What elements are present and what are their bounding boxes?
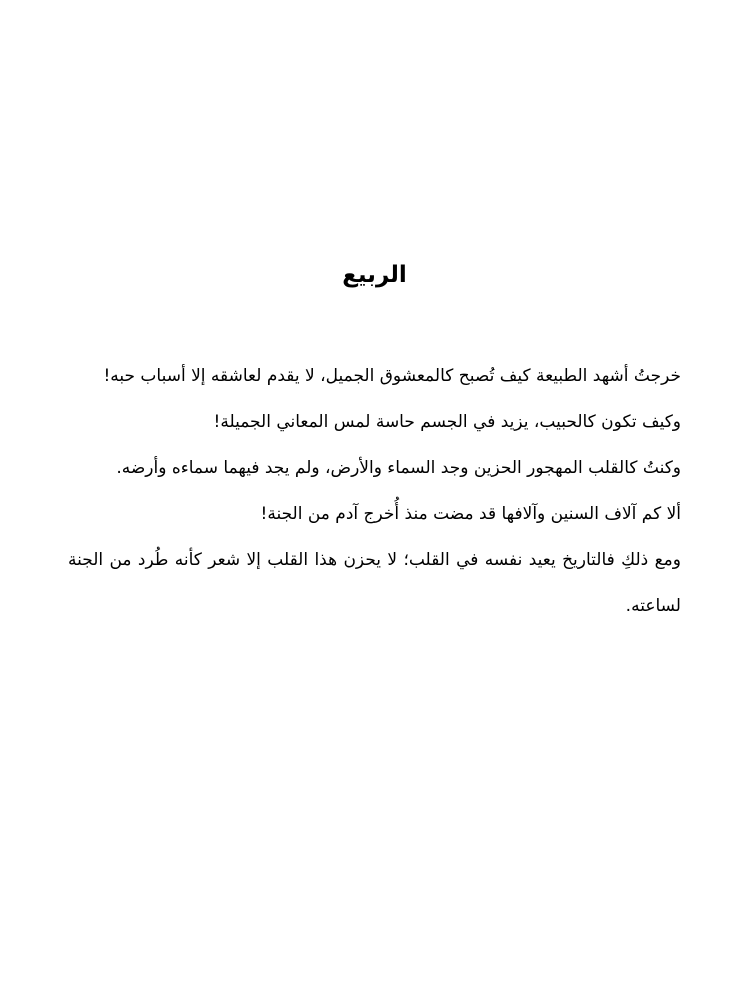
page-title: الربيع bbox=[342, 262, 407, 288]
body-text bbox=[68, 353, 681, 629]
paragraph-4: ألا كم آلاف السنين وآلافها قد مضت منذ أُخرج آدم من الجنة! bbox=[260, 504, 681, 524]
paragraph-1: خرجتُ أشهد الطبيعة كيف تُصبح كالمعشوق الجميل، لا يقدم لعاشقه إلا أسباب حبه! bbox=[103, 366, 681, 386]
paragraph-5: ومع ذلكِ فالتاريخ يعيد نفسه في القلب؛ لا يحزن هذا القلب إلا شعر كأنه طُرد من الجنة لساعته. bbox=[68, 550, 681, 616]
paragraph-2: وكيف تكون كالحبيب، يزيد في الجسم حاسة لمس المعاني الجميلة! bbox=[213, 412, 681, 432]
paragraph-3: وكنتُ كالقلب المهجور الحزين وجد السماء والأرض، ولم يجد فيهما سماءه وأرضه. bbox=[116, 458, 681, 478]
